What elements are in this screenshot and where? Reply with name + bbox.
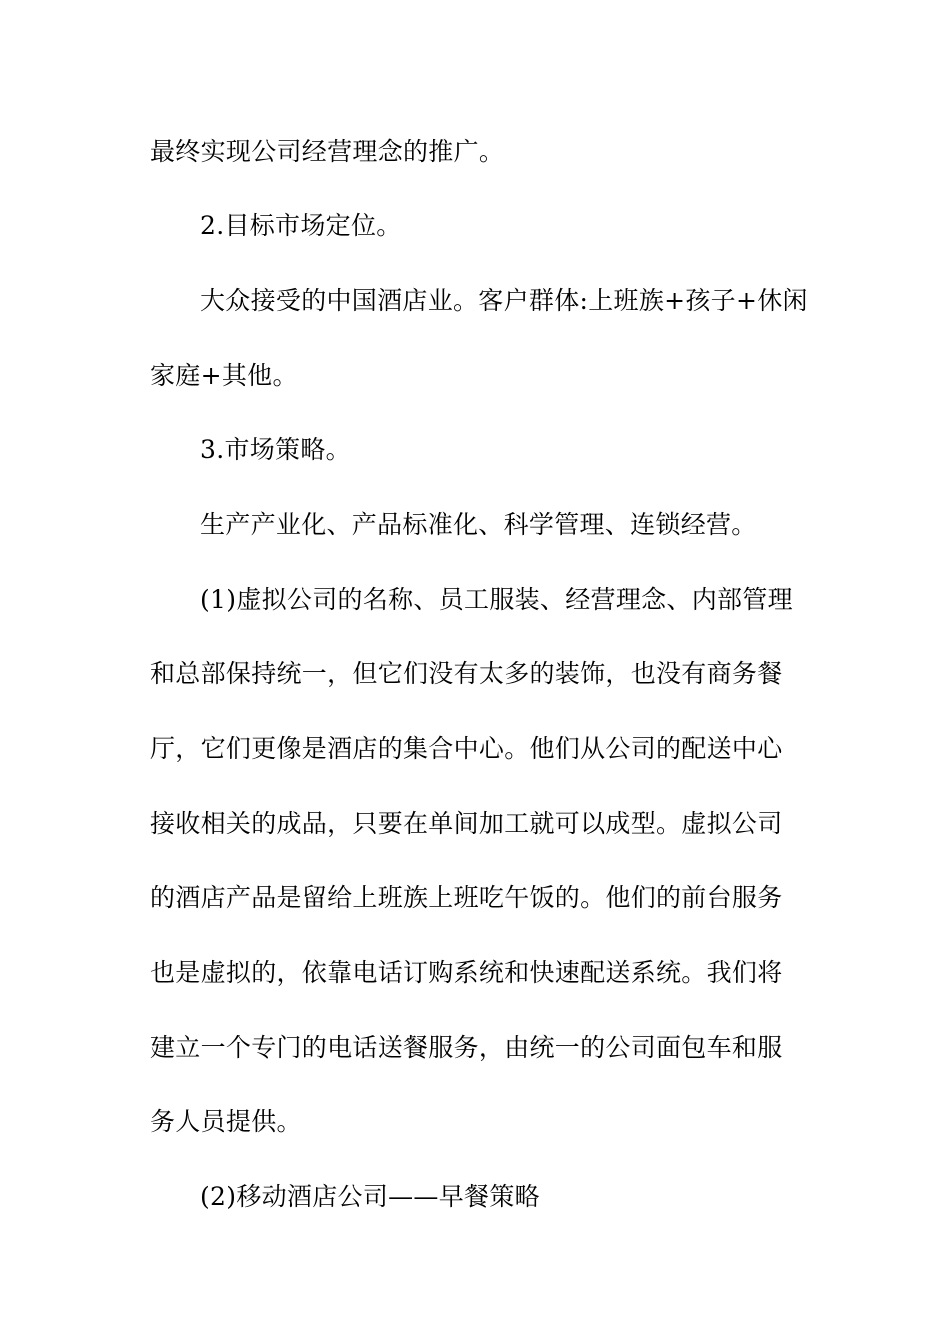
paragraph-line: 接收相关的成品，只要在单间加工就可以成型。虚拟公司 bbox=[150, 809, 783, 838]
paragraph-line: 大众接受的中国酒店业。客户群体:上班族+孩子+休闲 bbox=[200, 286, 808, 315]
paragraph-line: (1)虚拟公司的名称、员工服装、经营理念、内部管理 bbox=[200, 585, 793, 614]
paragraph-line: 厅，它们更像是酒店的集合中心。他们从公司的配送中心 bbox=[150, 734, 783, 763]
paragraph-line: 务人员提供。 bbox=[150, 1107, 302, 1136]
paragraph-line: 也是虚拟的，依靠电话订购系统和快速配送系统。我们将 bbox=[150, 958, 783, 987]
paragraph-line: 建立一个专门的电话送餐服务，由统一的公司面包车和服 bbox=[150, 1033, 783, 1062]
paragraph-line: 和总部保持统一，但它们没有太多的装饰，也没有商务餐 bbox=[150, 659, 783, 688]
paragraph-line: 最终实现公司经营理念的推广。 bbox=[150, 137, 505, 166]
paragraph-line: 家庭+其他。 bbox=[150, 361, 298, 390]
paragraph-line: 的酒店产品是留给上班族上班吃午饭的。他们的前台服务 bbox=[150, 883, 783, 912]
subsection-heading-breakfast-strategy: (2)移动酒店公司——早餐策略 bbox=[200, 1182, 540, 1211]
section-heading-market-strategy: 3.市场策略。 bbox=[200, 435, 351, 464]
paragraph-line: 生产产业化、产品标准化、科学管理、连锁经营。 bbox=[200, 510, 757, 539]
section-heading-target-market: 2.目标市场定位。 bbox=[200, 211, 402, 240]
